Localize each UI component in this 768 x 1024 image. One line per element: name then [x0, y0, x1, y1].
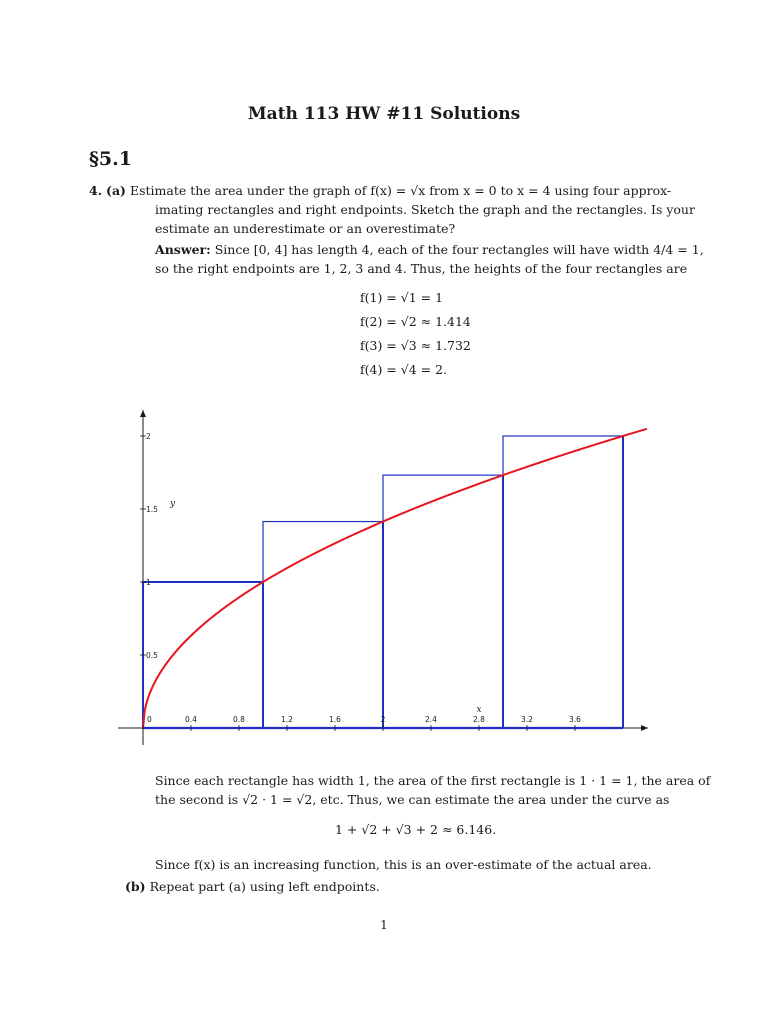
riemann-sum-plot: [110, 400, 660, 750]
problem-number: 4.: [89, 183, 103, 198]
x-tick-label: 1.6: [329, 715, 341, 724]
x-tick-label: 0: [147, 715, 152, 724]
sum-equation: 1 + √2 + √3 + 2 ≈ 6.146.: [335, 822, 497, 837]
equation-f2: f(2) = √2 ≈ 1.414: [360, 314, 471, 329]
problem-line-1: [89, 181, 671, 200]
answer-text-1: Since [0, 4] has length 4, each of the four rectangles will have width 4/4 = 1,: [214, 242, 704, 257]
x-tick-label: 2.4: [425, 715, 437, 724]
page-title: Math 113 HW #11 Solutions: [247, 104, 521, 124]
equation-f3: f(3) = √3 ≈ 1.732: [360, 338, 471, 353]
after-text-1: Since each rectangle has width 1, the area of the first rectangle is 1 · 1 = 1, the area of: [155, 773, 711, 788]
answer-line-1: [155, 240, 704, 259]
page-number: 1: [380, 918, 388, 932]
equation-f1: f(1) = √1 = 1: [360, 290, 444, 305]
curve-sqrt-x: [143, 429, 647, 728]
part-b-text: Repeat part (a) using left endpoints.: [149, 879, 380, 894]
part-a-label: (a): [106, 183, 126, 198]
x-tick-label: 2: [380, 715, 386, 724]
y-tick-label: 1.5: [146, 505, 158, 514]
x-tick-label: 0.8: [233, 715, 245, 724]
section-heading: §5.1: [89, 148, 132, 170]
rectangle-2: [263, 522, 383, 728]
part-b-label: (b): [125, 879, 146, 894]
x-tick-label: 3.6: [569, 715, 581, 724]
answer-label: Answer:: [155, 242, 211, 257]
part-a-text-3: estimate an underestimate or an overestimate?: [155, 221, 456, 236]
part-a-text-1: Estimate the area under the graph of f(x) = √x from x = 0 to x = 4 using four approx-: [129, 183, 672, 198]
y-axis-arrow: [140, 410, 146, 417]
rectangle-1: [143, 582, 263, 728]
x-axis-label: x: [476, 705, 482, 715]
after-text-2: the second is √2 · 1 = √2, etc. Thus, we can estimate the area under the curve as: [155, 792, 670, 807]
y-tick-label: 2: [146, 432, 151, 441]
y-axis-label: y: [170, 499, 176, 509]
equation-f4: f(4) = √4 = 2.: [360, 362, 448, 377]
part-a-text-2: imating rectangles and right endpoints. Sketch the graph and the rectangles. Is your: [155, 202, 695, 217]
x-tick-label: 0.4: [185, 715, 197, 724]
part-b-line: [125, 877, 380, 896]
conclusion-text: Since f(x) is an increasing function, this is an over-estimate of the actual area.: [155, 857, 652, 872]
x-tick-label: 1.2: [281, 715, 293, 724]
rectangle-4: [503, 436, 623, 728]
y-tick-label: 0.5: [146, 651, 158, 660]
answer-text-2: so the right endpoints are 1, 2, 3 and 4. Thus, the heights of the four rectangles are: [155, 261, 688, 276]
y-tick-label: 1: [146, 578, 151, 587]
x-axis-arrow: [641, 725, 648, 731]
x-tick-label: 2.8: [473, 715, 485, 724]
x-tick-label: 3.2: [521, 715, 533, 724]
